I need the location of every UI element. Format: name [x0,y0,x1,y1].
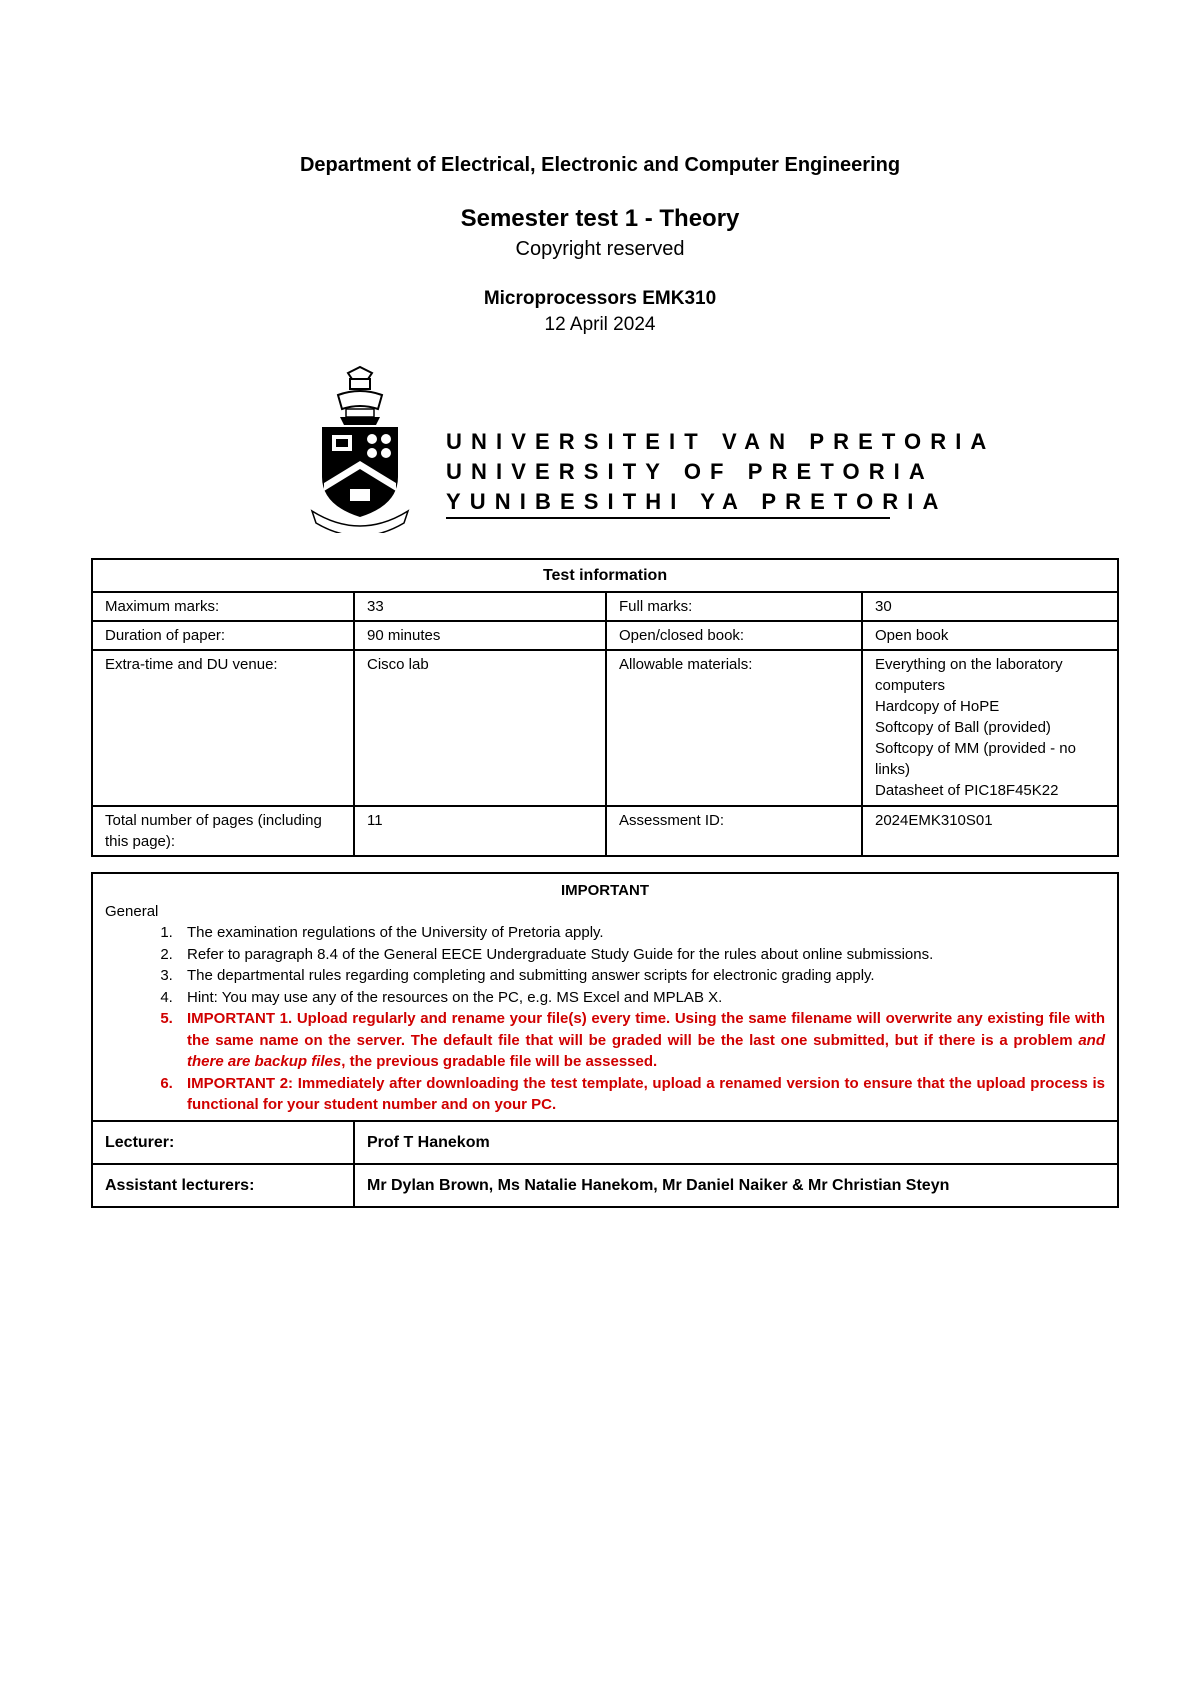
rule-item: 2. Refer to paragraph 8.4 of the General EECE Undergraduate Study Guide for the rules about online submissions. [177,944,1105,966]
venue-label: Extra-time and DU venue: [92,650,354,806]
important-table [91,872,1119,1208]
test-title: Semester test 1 - Theory [460,205,740,232]
lecturer-label: Lecturer: [92,1121,354,1164]
rule-item: 1. The examination regulations of the University of Pretoria apply. [177,922,1105,944]
logo-underline [446,517,890,519]
rule-item: 4. Hint: You may use any of the resources on the PC, e.g. MS Excel and MPLAB X. [177,987,1105,1009]
course-name: Microprocessors EMK310 [483,288,717,309]
venue-value: Cisco lab [354,650,606,806]
test-information-heading: Test information [92,559,1118,592]
rules-list [105,922,1105,1116]
important-heading: IMPORTANT [560,882,650,899]
materials-list [862,650,1118,806]
rule-text: IMPORTANT 1. Upload regularly and rename your file(s) every time. Using the same filename will overwrite any existing file with the same name on the server. The default file that will be graded will be the last one submitted, but if there is a problem [187,1010,1105,1049]
rule-text-italic: and there are backup files [187,1031,1105,1070]
university-name-sepedi: YUNIBESITHI YA PRETORIA [446,489,948,514]
material-item: Everything on the laboratory computers [875,656,1063,694]
department-title: Department of Electrical, Electronic and Computer Engineering [299,154,901,176]
max-marks-label: Maximum marks: [92,592,354,621]
general-label: General [105,903,159,920]
university-crest-icon [310,365,410,533]
duration-value: 90 minutes [354,621,606,650]
assessment-id-value: 2024EMK310S01 [862,806,1118,856]
pages-label: Total number of pages (including this page): [92,806,354,856]
rule-item-important-1 [177,1008,1105,1073]
test-date: 12 April 2024 [544,314,656,335]
full-marks-label: Full marks: [606,592,862,621]
material-item: Hardcopy of HoPE [875,698,1000,715]
rule-item: 3. The departmental rules regarding completing and submitting answer scripts for electronic grading apply. [177,965,1105,987]
rule-item-important-2: 6. IMPORTANT 2: Immediately after downloading the test template, upload a renamed version to ensure that the upload process is functional for your student number and on your PC. [177,1073,1105,1116]
test-information-table [91,558,1119,857]
material-item: Softcopy of Ball (provided) [875,719,1051,736]
material-item: Datasheet of PIC18F45K22 [875,782,1059,799]
materials-label: Allowable materials: [606,650,862,806]
important-box [92,873,1118,1121]
assistant-lecturers-label: Assistant lecturers: [92,1164,354,1207]
max-marks-value: 33 [354,592,606,621]
full-marks-value: 30 [862,592,1118,621]
copyright-notice: Copyright reserved [515,238,685,260]
book-value: Open book [862,621,1118,650]
university-name-english: UNIVERSITY OF PRETORIA [446,459,934,484]
university-name-afrikaans: UNIVERSITEIT VAN PRETORIA [446,429,996,454]
assessment-id-label: Assessment ID: [606,806,862,856]
rule-text: , the previous gradable file will be assessed. [341,1053,658,1070]
pages-value: 11 [354,806,606,856]
university-logo [310,365,996,535]
assistant-lecturers-value: Mr Dylan Brown, Ms Natalie Hanekom, Mr Daniel Naiker & Mr Christian Steyn [354,1164,1118,1207]
lecturer-value: Prof T Hanekom [354,1121,1118,1164]
book-label: Open/closed book: [606,621,862,650]
duration-label: Duration of paper: [92,621,354,650]
material-item: Softcopy of MM (provided - no links) [875,740,1076,778]
